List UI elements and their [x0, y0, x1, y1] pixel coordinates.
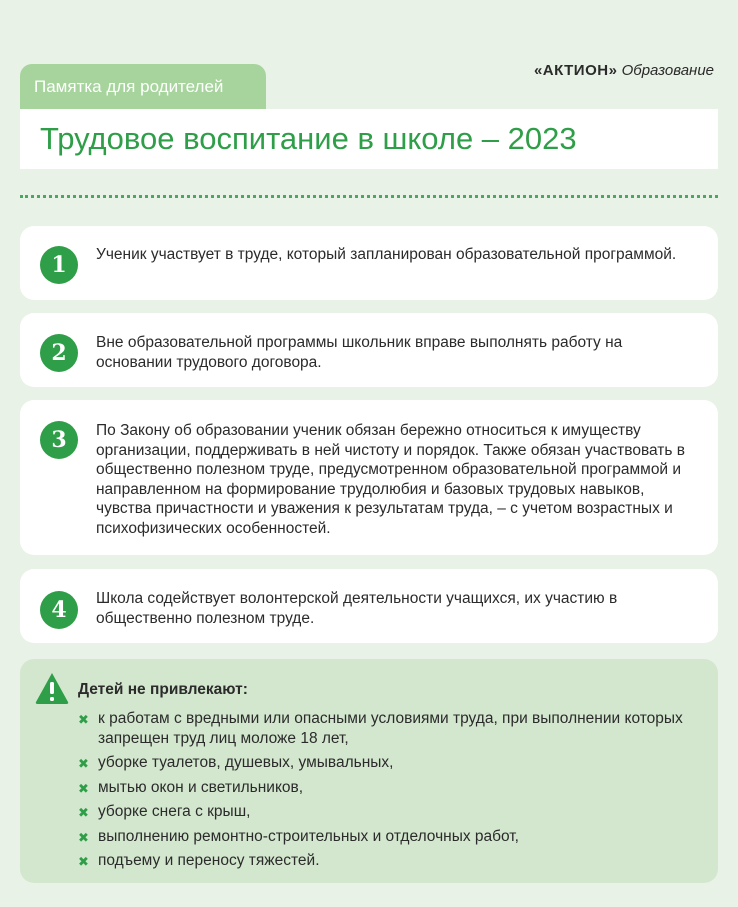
rule-text: Школа содействует волонтерской деятельности учащихся, их участию в общественно полезном труде.: [96, 590, 618, 627]
title-box: [20, 109, 718, 169]
cross-icon: ✖: [78, 854, 89, 869]
cross-icon: ✖: [78, 829, 89, 845]
warning-triangle-icon: [34, 671, 70, 705]
page-title: Трудовое воспитание в школе – 2023: [40, 121, 577, 156]
list-item: ✖ выполнению ремонтно-строительных и отделочных работ,: [78, 827, 698, 847]
rule-text: Ученик участвует в труде, который запланирован образовательной программой.: [96, 246, 677, 263]
cross-icon: ✖: [78, 712, 89, 727]
number-badge: 3: [40, 421, 78, 459]
rule-text: По Закону об образовании ученик обязан бережно относиться к имуществу организации, поддерживать в ней чистоту и порядок. Также обязан участвовать в общественно полезном труде, предусмотренном образовательной программой и направленном на формирование трудолюбия и базовых трудовых навыков, чувства причастности и уважения к результатам труда, – с учетом возрастных и психофизических особенностей.: [96, 422, 685, 537]
memo-tag: Памятка для родителей: [20, 64, 266, 109]
brand-name: «АКТИОН»: [533, 62, 618, 79]
list-item: ✖ уборке снега с крыш,: [78, 802, 698, 822]
rule-card-4: [20, 569, 718, 643]
number-badge: 2: [40, 334, 78, 372]
rule-card-2: [20, 313, 718, 387]
list-item: ✖ к работам с вредными или опасными условиями труда, при выполнении которых запрещен труд лиц моложе 18 лет,: [78, 710, 683, 747]
dotted-divider: [20, 195, 718, 198]
rule-card-3: [20, 400, 718, 555]
warning-box: [20, 659, 718, 883]
number-badge: 4: [40, 591, 78, 629]
cross-icon: ✖: [78, 756, 89, 771]
list-item: ✖ мытью окон и светильников,: [78, 778, 698, 798]
cross-icon: ✖: [78, 805, 89, 820]
cross-icon: ✖: [78, 780, 89, 796]
warning-heading: Детей не привлекают:: [78, 681, 248, 698]
rule-card-1: [20, 226, 718, 300]
brand-logo: [534, 62, 714, 79]
list-item: ✖ уборке туалетов, душевых, умывальных,: [78, 753, 698, 773]
number-badge: 1: [40, 246, 78, 284]
brand-subtitle: Образование: [621, 62, 714, 79]
prohibited-list: [78, 709, 698, 876]
list-item: ✖ подъему и переносу тяжестей.: [78, 851, 698, 871]
rule-text: Вне образовательной программы школьник вправе выполнять работу на основании трудового договора.: [96, 334, 623, 371]
